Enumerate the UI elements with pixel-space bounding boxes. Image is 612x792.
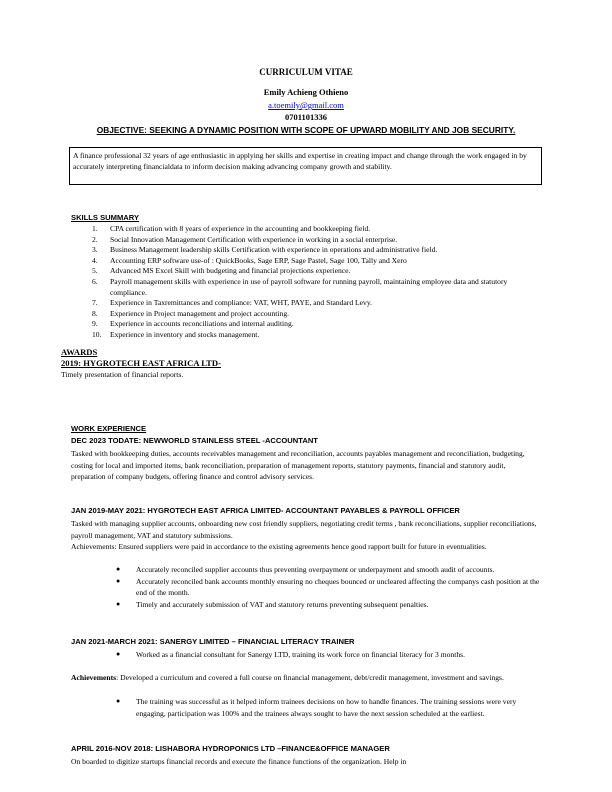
skill-item — [88, 330, 528, 341]
award-description: Timely presentation of financial reports. — [61, 370, 184, 379]
skill-item — [88, 277, 528, 298]
bullet-text: Accurately reconciled bank accounts monthly ensuring no cheques bounced or uncleared affecting the companys cash position at the end of the month. — [136, 576, 540, 598]
skill-item — [88, 256, 528, 267]
skill-number: 7. — [92, 298, 98, 308]
bullet-icon: ● — [116, 599, 121, 608]
skill-number: 8. — [92, 308, 98, 318]
job-description: Tasked with bookkeeping duties, accounts receivables management and reconciliation, accounts payables management and reconciliation, budgeting, costing for local and imported items, bank reconciliation, preparation of management reports, statutory payments, financial and statutory audit, preparation of company budgets, offering finance and control advisory services. — [71, 449, 525, 482]
skill-number: 9. — [92, 319, 98, 329]
skill-number: 4. — [92, 255, 98, 265]
bullet-item — [118, 649, 541, 661]
job-achievements — [71, 672, 541, 684]
skill-text: Experience in inventory and stocks management. — [110, 329, 260, 339]
achievements-text: : Developed a curriculum and covered a full course on financial management, debt/credit management, investment and savings. — [116, 673, 504, 682]
skill-text: Social Innovation Management Certification with experience in working in a social enterprise. — [110, 234, 398, 244]
skill-text: Experience in accounts reconciliations and internal auditing. — [110, 319, 294, 329]
bullet-text: Accurately reconciled supplier accounts thus preventing overpayment or underpayment and smooth audit of accounts. — [136, 565, 495, 574]
job-description: Tasked with managing supplier accounts, onboarding new cost friendly suppliers, negotiating credit terms , bank reconciliations, supplier reconciliations, payroll management, VAT and statutory submissions. — [71, 519, 537, 540]
skills-heading: SKILLS SUMMARY — [71, 213, 140, 222]
job-title: DEC 2023 TODATE: NEWWORLD STAINLESS STEEL -ACCOUNTANT — [71, 436, 318, 445]
skill-text: Experience in Project management and project accounting. — [110, 308, 290, 318]
skill-text: Payroll management skills with experience in use of payroll software for running payroll, maintaining employee data and statutory compliance. — [110, 276, 508, 297]
bullet-text: The training was successful as it helped inform trainees decisions on how to handle finances. The training sessions were very engaging, participation was 100% and the trainees always sought to have the next session scheduled at the earliest. — [136, 697, 517, 718]
achievements-label: Achievements — [71, 673, 117, 682]
candidate-name: Emily Achieng Othieno — [263, 87, 349, 97]
skill-item — [88, 245, 528, 256]
skill-item — [88, 298, 528, 309]
skill-text: Experience in Taxremittances and compliance: VAT, WHT, PAYE, and Standard Levy. — [110, 298, 373, 308]
skill-text: Business Management leadership skills Certification with experience in operations and administrative field. — [110, 245, 438, 255]
job-achievements — [71, 541, 541, 553]
profile-summary-text: A finance professional 32 years of age enthusiastic in applying her skills and expertise in creating impact and change through the work engaged in by accurately interpreting financialdata to inform decision making advancing company growth and stability. — [73, 151, 527, 171]
achievements-label: Achievements — [71, 542, 115, 551]
awards-heading: AWARDS — [61, 347, 98, 357]
objective-statement: OBJECTIVE: SEEKING A DYNAMIC POSITION WITH SCOPE OF UPWARD MOBILITY AND JOB SECURITY. — [96, 125, 516, 135]
bullet-item — [118, 576, 541, 599]
skill-text: CPA certification with 8 years of experience in the accounting and bookkeeping field. — [110, 224, 371, 233]
job-title: JAN 2021-MARCH 2021: SANERGY LIMITED – FINANCIAL LITERACY TRAINER — [71, 637, 355, 646]
bullet-icon: ● — [116, 650, 121, 658]
skill-number: 10. — [92, 329, 102, 339]
bullet-icon: ● — [116, 697, 121, 705]
bullet-item — [118, 564, 541, 576]
award-title: 2019: HYGROTECH EAST AFRICA LTD- — [61, 358, 221, 368]
bullet-item — [118, 599, 541, 611]
skill-text: Advanced MS Excel Skill with budgeting and financial projections experience. — [110, 266, 351, 276]
bullet-text: Worked as a financial consultant for Sanergy LTD, training its work force on financial literacy for 3 months. — [136, 650, 465, 659]
job-bullets — [118, 649, 541, 661]
document-title: CURRICULUM VITAE — [259, 67, 353, 77]
skill-number: 6. — [92, 276, 98, 286]
bullet-text: Timely and accurately submission of VAT and statutory returns preventing subsequent penalties. — [136, 599, 429, 609]
skill-text: Accounting ERP software use-of : QuickBooks, Sage ERP, Sage Pastel, Sage 100, Tally and Xero — [110, 255, 407, 265]
bullet-icon: ● — [116, 565, 121, 573]
skill-item — [88, 319, 528, 330]
achievement-bullets — [118, 564, 541, 610]
skill-number: 3. — [92, 245, 98, 255]
email-link[interactable]: a.toemily@gmail.com — [268, 100, 344, 110]
phone-number: 0701101336 — [284, 112, 328, 122]
job-title: JAN 2019-MAY 2021: HYGROTECH EAST AFRICA LIMITED- ACCOUNTANT PAYABLES & PAYROLL OFFICER — [71, 506, 460, 515]
achievements-text: : Ensured suppliers were paid in accordance to the existing agreements hence good rapport built for future in eventualities. — [114, 542, 487, 551]
skill-item — [88, 266, 528, 277]
profile-summary-box — [69, 147, 542, 185]
skill-item — [88, 224, 528, 235]
achievement-bullets — [118, 696, 541, 719]
job-title: APRIL 2016-NOV 2018: LISHABORA HYDROPONICS LTD –FINANCE&OFFICE MANAGER — [71, 744, 390, 753]
skill-number: 5. — [92, 266, 98, 276]
skills-list — [88, 224, 528, 341]
work-experience-heading: WORK EXPERIENCE — [71, 424, 147, 433]
job-description: On boarded to digitize startups financial records and execute the finance functions of the organization. Help in — [71, 757, 407, 766]
skill-item — [88, 309, 528, 320]
skill-number: 1. — [92, 224, 98, 233]
bullet-icon: ● — [116, 576, 121, 585]
skill-item — [88, 235, 528, 246]
skill-number: 2. — [92, 234, 98, 244]
bullet-item — [118, 696, 541, 719]
